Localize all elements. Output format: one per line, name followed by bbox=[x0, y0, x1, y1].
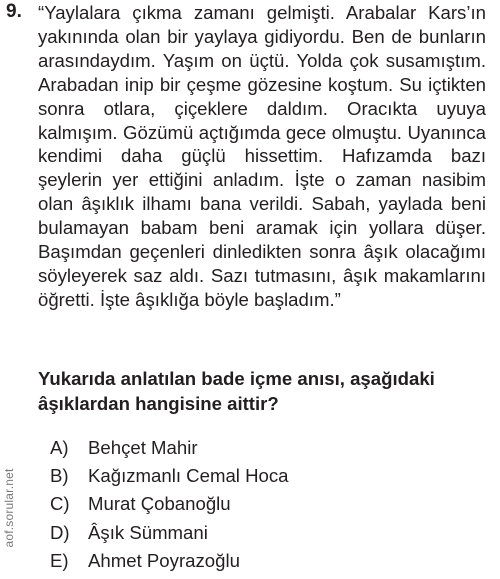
option-d[interactable] bbox=[50, 519, 288, 547]
option-letter: D) bbox=[50, 521, 70, 543]
option-letter: C) bbox=[50, 493, 70, 515]
question-number: 9. bbox=[6, 1, 22, 22]
option-a[interactable] bbox=[50, 434, 288, 462]
question-passage: “Yaylalara çıkma zamanı gelmişti. Arabalar Kars’ın yakınında olan bir yaylaya gidiyordu. Ben de bunların arasındaydım. Yaşım on üçtü. Yolda çok susamıştım. Arabadan inip bir çeşme gözesine koştum. Su içtikten sonra otlara, çiçeklere daldım. Oracıkta uyuya kalmışım. Gözümü açtığımda gece olmuştu. Uyanınca kendimi daha güçlü hissettim. Hafızamda bazı şeylerin yer ettiğini anladım. İşte o zaman nasibim olan âşıklık ilhamı bana verildi. Sabah, yaylada beni bulamayan babam beni aramak için yollara düşer. Başımdan geçenleri dinledikten sonra âşık olacağımı söyleyerek saz aldı. Sazı tutmasını, âşık makamlarını öğretti. İşte âşıklığa böyle başladım.” bbox=[38, 2, 486, 310]
option-b[interactable] bbox=[50, 462, 288, 490]
option-letter: B) bbox=[50, 465, 69, 487]
watermark-text: aof.sorular.net bbox=[2, 468, 16, 548]
option-c[interactable] bbox=[50, 490, 288, 518]
option-letter: E) bbox=[50, 549, 69, 571]
option-letter: A) bbox=[50, 437, 69, 459]
option-text: Kağızmanlı Cemal Hoca bbox=[88, 465, 289, 487]
option-text: Murat Çobanoğlu bbox=[88, 493, 231, 515]
option-text: Ahmet Poyrazoğlu bbox=[88, 549, 240, 571]
question-prompt: Yukarıda anlatılan bade içme anısı, aşağıdaki âşıklardan hangisine aittir? bbox=[38, 368, 435, 414]
option-text: Behçet Mahir bbox=[88, 437, 198, 459]
option-e[interactable] bbox=[50, 547, 288, 575]
watermark bbox=[2, 440, 16, 576]
answer-options bbox=[50, 434, 288, 575]
option-text: Âşık Sümmani bbox=[88, 521, 208, 543]
